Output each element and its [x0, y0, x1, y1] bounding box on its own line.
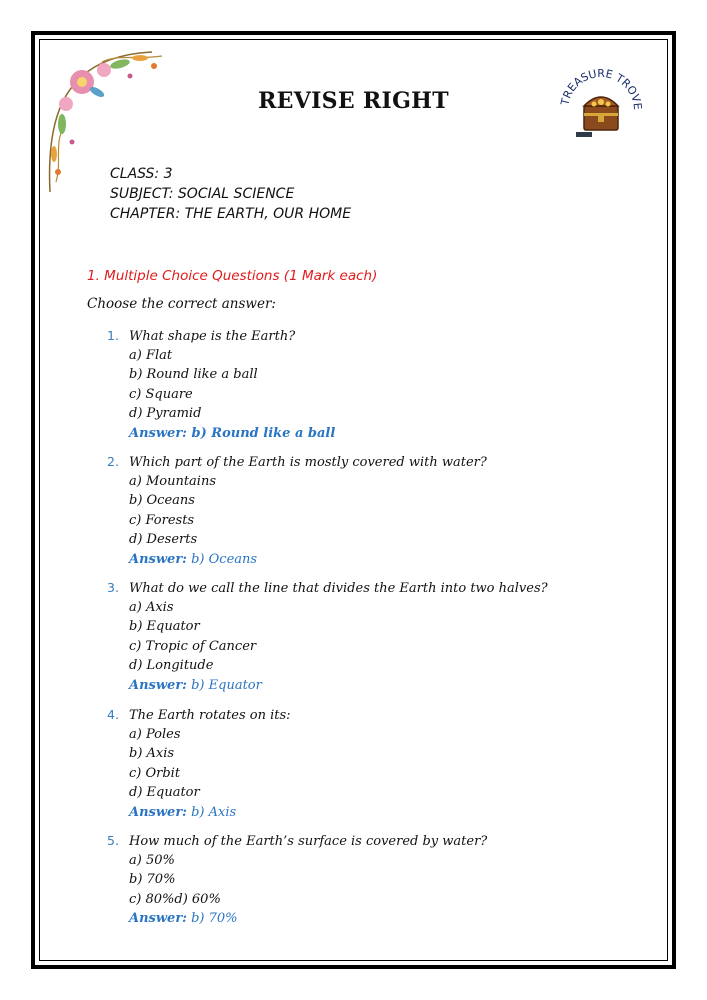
question-item — [107, 705, 291, 822]
question-text: The Earth rotates on its: — [129, 708, 291, 723]
question-text: What shape is the Earth? — [129, 329, 296, 344]
option: d) Equator — [129, 785, 200, 800]
option: d) Longitude — [129, 658, 214, 673]
question-item — [107, 578, 548, 695]
option: a) Flat — [129, 347, 173, 363]
option: a) Mountains — [129, 473, 217, 489]
option: d) Pyramid — [129, 406, 202, 421]
class-line: CLASS: 3 — [110, 166, 173, 182]
question-number: 5. — [107, 833, 119, 848]
question-text: How much of the Earth’s surface is covered by water? — [129, 834, 488, 849]
answer-label: Answer: — [129, 551, 187, 567]
option: b) Axis — [129, 746, 175, 761]
option: b) 70% — [129, 872, 176, 887]
question-text: Which part of the Earth is mostly covered with water? — [129, 455, 487, 470]
question-number: 3. — [107, 580, 119, 595]
option: a) 50% — [129, 852, 175, 868]
question-text: What do we call the line that divides the Earth into two halves? — [129, 581, 548, 596]
question-item — [107, 452, 487, 569]
option: c) Tropic of Cancer — [129, 638, 257, 654]
option: d) Deserts — [129, 532, 198, 547]
answer-label: Answer: — [129, 425, 187, 441]
answer-line — [129, 803, 291, 823]
option: c) Forests — [129, 512, 195, 528]
question-number: 4. — [107, 707, 119, 722]
answer-label: Answer: — [129, 804, 187, 820]
option: c) Square — [129, 386, 193, 402]
option: c) Orbit — [129, 765, 181, 781]
option: b) Oceans — [129, 493, 195, 508]
option: a) Axis — [129, 599, 174, 615]
option: a) Poles — [129, 726, 181, 742]
answer-value: b) Equator — [191, 677, 262, 693]
answer-value: b) Oceans — [191, 551, 258, 567]
option: b) Round like a ball — [129, 367, 258, 382]
page-title: REVISE RIGHT — [258, 88, 449, 114]
question-item — [107, 326, 335, 443]
answer-value: b) Axis — [191, 804, 237, 820]
question-number: 1. — [107, 328, 119, 343]
instruction: Choose the correct answer: — [87, 296, 276, 312]
answer-line — [129, 424, 335, 444]
answer-line — [129, 676, 548, 696]
svg-text:TREASURE TROVE: TREASURE TROVE — [558, 66, 645, 111]
answer-value: b) Round like a ball — [191, 425, 336, 441]
question-number: 2. — [107, 454, 119, 469]
answer-line — [129, 909, 487, 929]
answer-label: Answer: — [129, 911, 187, 926]
document-meta — [110, 164, 351, 224]
section-title: 1. Multiple Choice Questions (1 Mark each) — [87, 268, 378, 284]
answer-label: Answer: — [129, 677, 187, 693]
chapter-line: CHAPTER: THE EARTH, OUR HOME — [110, 206, 352, 222]
question-item — [107, 831, 487, 929]
subject-line: SUBJECT: SOCIAL SCIENCE — [110, 186, 295, 202]
option: c) 80%d) 60% — [129, 891, 221, 907]
answer-value: b) 70% — [191, 911, 238, 926]
option: b) Equator — [129, 619, 200, 634]
answer-line — [129, 550, 487, 570]
